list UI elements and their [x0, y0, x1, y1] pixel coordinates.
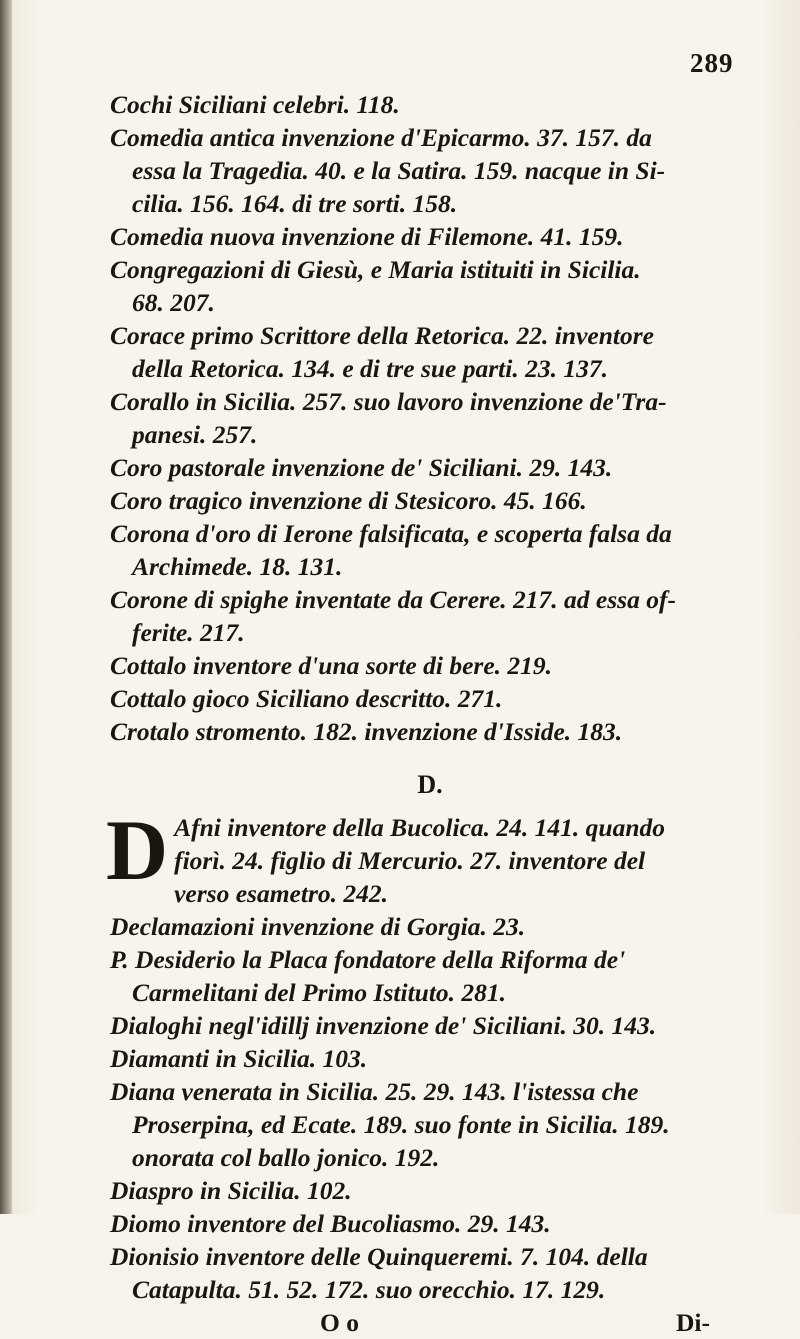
entry-line: Corona d'oro di Ierone falsificata, e scoperta falsa da: [110, 519, 672, 548]
entry-line: Corone di spighe inventate da Cerere. 217. ad essa of-: [110, 585, 676, 614]
entry-line: ferite. 217.: [132, 618, 245, 647]
entry-line: panesi. 257.: [132, 420, 258, 449]
index-c-entry: [110, 88, 750, 121]
page-number: 289: [690, 48, 734, 78]
entry-line: Declamazioni invenzione di Gorgia. 23.: [110, 912, 526, 941]
entry-line: Diana venerata in Sicilia. 25. 29. 143. l'istessa che: [110, 1077, 639, 1106]
index-c-entry: [110, 583, 750, 649]
entry-line: onorata col ballo jonico. 192.: [132, 1143, 440, 1172]
entry-line: P. Desiderio la Placa fondatore della Riforma de': [110, 945, 626, 974]
index-c-entry: [110, 451, 750, 484]
entry-line: della Retorica. 134. e di tre sue parti. 23. 137.: [132, 354, 608, 383]
entry-line: Catapulta. 51. 52. 172. suo orecchio. 17. 129.: [132, 1275, 606, 1304]
entry-line: Archimede. 18. 131.: [132, 552, 343, 581]
index-d-entry: [110, 1075, 750, 1174]
index-d-entry: [110, 1009, 750, 1042]
entry-line: Crotalo stromento. 182. invenzione d'Isside. 183.: [110, 717, 623, 746]
entry-line: Cottalo inventore d'una sorte di bere. 219.: [110, 651, 553, 680]
catchword-row: [110, 1306, 750, 1339]
index-c-entry: [110, 253, 750, 319]
page-spine-shadow: [0, 0, 12, 1214]
entry-line: Coro pastorale invenzione de' Siciliani. 29. 143.: [110, 453, 613, 482]
drop-cap: D: [106, 802, 169, 898]
entry-line: fiorì. 24. figlio di Mercurio. 27. inventore del: [174, 846, 646, 875]
entry-line: cilia. 156. 164. di tre sorti. 158.: [132, 189, 458, 218]
index-c-entry: [110, 484, 750, 517]
index-c-entry: [110, 220, 750, 253]
entry-line: Coro tragico invenzione di Stesicoro. 45. 166.: [110, 486, 587, 515]
entry-line: Corallo in Sicilia. 257. suo lavoro invenzione de'Tra-: [110, 387, 667, 416]
index-d-entry: [110, 1174, 750, 1207]
index-d-entry: [110, 1042, 750, 1075]
index-d-entry: [110, 910, 750, 943]
entry-line: verso esametro. 242.: [174, 879, 388, 908]
entry-line: 68. 207.: [132, 288, 215, 317]
entry-line: Cottalo gioco Siciliano descritto. 271.: [110, 684, 503, 713]
entry-line: Proserpina, ed Ecate. 189. suo fonte in Sicilia. 189.: [132, 1110, 670, 1139]
entry-line: Comedia nuova invenzione di Filemone. 41. 159.: [110, 222, 624, 251]
catchword: Di-: [676, 1308, 710, 1337]
index-content: [106, 88, 750, 1339]
index-section-c: [110, 88, 750, 748]
index-c-entry: [110, 385, 750, 451]
entry-line: Dialoghi negl'idillj invenzione de' Siciliani. 30. 143.: [110, 1011, 657, 1040]
entry-line: Dionisio inventore delle Quinqueremi. 7. 104. della: [110, 1242, 648, 1271]
index-d-entry: [110, 943, 750, 1009]
section-heading-d: D.: [417, 770, 443, 799]
signature-mark: O o: [320, 1308, 359, 1337]
index-c-entry: [110, 715, 750, 748]
entry-line: Diamanti in Sicilia. 103.: [110, 1044, 368, 1073]
index-d-entry: [110, 1207, 750, 1240]
first-entry-d-text: [110, 811, 750, 910]
entry-line: Corace primo Scrittore della Retorica. 22. inventore: [110, 321, 654, 350]
entry-line: Afni inventore della Bucolica. 24. 141. quando: [174, 813, 666, 842]
entry-line: Carmelitani del Primo Istituto. 281.: [132, 978, 507, 1007]
entry-line: Diomo inventore del Bucoliasmo. 29. 143.: [110, 1209, 551, 1238]
index-d-entry: [110, 1240, 750, 1306]
index-c-entry: [110, 319, 750, 385]
index-c-entry: [110, 517, 750, 583]
index-section-d: [110, 910, 750, 1306]
entry-line: Diaspro in Sicilia. 102.: [110, 1176, 352, 1205]
entry-line: essa la Tragedia. 40. e la Satira. 159. nacque in Si-: [132, 156, 666, 185]
index-c-entry: [110, 649, 750, 682]
entry-line: Congregazioni di Giesù, e Maria istituiti in Sicilia.: [110, 255, 641, 284]
first-entry-d: [106, 802, 750, 910]
index-c-entry: [110, 682, 750, 715]
entry-line: Cochi Siciliani celebri. 118.: [110, 90, 400, 119]
index-c-entry: [110, 121, 750, 220]
entry-line: Comedia antica invenzione d'Epicarmo. 37. 157. da: [110, 123, 652, 152]
